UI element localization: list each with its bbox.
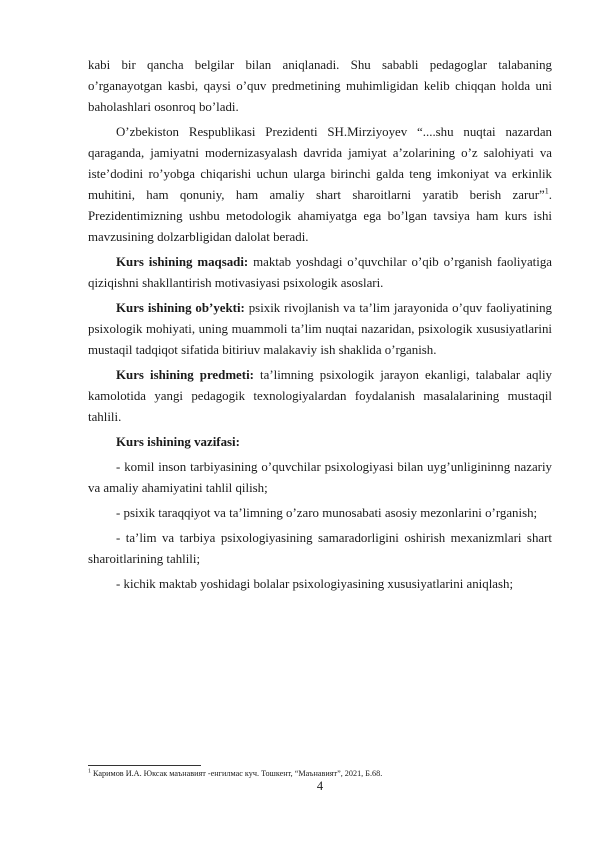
body-text bbox=[88, 55, 552, 599]
paragraph-object bbox=[88, 298, 552, 361]
subject-label: Kurs ishining predmeti: bbox=[116, 368, 254, 382]
footnote-text: Каримов И.А. Юксак маънавият -енгилмас куч. Тошкент, “Маънавият”, 2021, Б.68. bbox=[91, 769, 383, 778]
task-item-4: - kichik maktab yoshidagi bolalar psixologiyasining xususiyatlarini aniqlash; bbox=[116, 577, 514, 591]
footnote bbox=[88, 768, 552, 779]
goal-label: Kurs ishining maqsadi: bbox=[116, 255, 249, 269]
task-item-3: - ta’lim va tarbiya psixologiyasining samaradorligini oshirish mexanizmlari shart sharoitlarining tahlili; bbox=[88, 531, 552, 566]
footnote-number: 1 bbox=[88, 768, 91, 775]
object-label: Kurs ishining ob’yekti: bbox=[116, 301, 245, 315]
tasks-heading: Kurs ishining vazifasi: bbox=[116, 435, 240, 449]
task-item-1: - komil inson tarbiyasining o’quvchilar psixologiyasi bilan uyg’unligininng nazariy va amaliy ahamiyatini tahlil qilish; bbox=[88, 460, 552, 495]
task-item-2: - psixik taraqqiyot va ta’limning o’zaro munosabati asosiy mezonlarini o’rganish; bbox=[116, 506, 538, 520]
subject-text: ta’limning psixologik jarayon ekanligi, talabalar aqliy kamolotida yangi pedagogik texnologiyalardan foydalanish masalalarining mustaqil tahlili. bbox=[88, 368, 552, 424]
quote-text: O’zbekiston Respublikasi Prezidenti SH.Mirziyoyev “....shu nuqtai nazardan qaraganda, jamiyatni modernizasyalash davrida jamiyat a’zolarining o’z salohiyati va iste’dodini ro’yobga chiqarishi uchun ularga birinchi galda teng imkoniyat va erkinlik muhitini, ham qonuniy, ham amaliy shart sharoitlarni yaratib berish zarur” bbox=[88, 125, 552, 202]
footnote-separator bbox=[88, 765, 201, 766]
page-number: 4 bbox=[316, 779, 324, 793]
quote-tail: . Prezidentimizning ushbu metodologik ahamiyatga ega bo’lgan tavsiya ham kurs ishi mavzusining dolzarbligidan dalolat beradi. bbox=[88, 188, 552, 244]
footnote-ref: 1 bbox=[544, 186, 549, 196]
paragraph-continuation: kabi bir qancha belgilar bilan aniqlanadi. Shu sababli pedagoglar talabaning o’rganayotgan kasbi, qaysi o’quv predmetining muhimligidan kelib chiqqan holda uni baholashlari osonroq bo’ladi. bbox=[88, 58, 552, 114]
paragraph-goal bbox=[88, 252, 552, 294]
paragraph-subject bbox=[88, 365, 552, 428]
object-text: psixik rivojlanish va ta’lim jarayonida o’quv faoliyatining psixologik mohiyati, uning muammoli ta’lim nuqtai nazaridan, psixologik xususiyatlarini mustaqil tadqiqot sifatida bitiriuv malakaviy ish shaklida o’rganish. bbox=[88, 301, 552, 357]
goal-text: maktab yoshdagi o’quvchilar o’qib o’rganish faoliyatiga qiziqishni shakllantirish motivasiyasi psixologik asoslari. bbox=[88, 255, 553, 290]
paragraph-president-quote bbox=[88, 122, 552, 248]
